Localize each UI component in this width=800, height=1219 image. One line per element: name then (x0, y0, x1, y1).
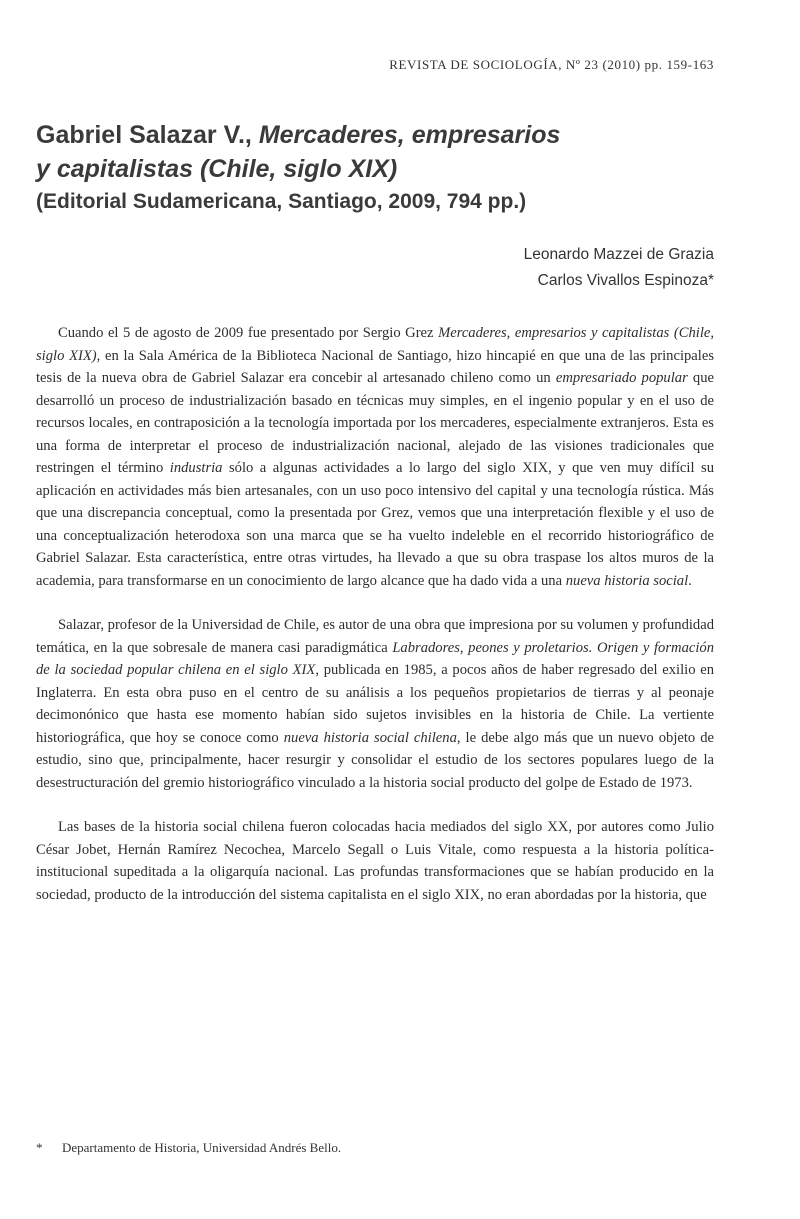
text-run: Salazar, profesor de la Universidad de Chile, es autor de una obra que impresiona por su volumen y profundidad temática, en la que sobresale de manera casi paradigmática (36, 617, 714, 656)
italic-text: Labradores, peones y proletarios. Origen y formación de la sociedad popular chilena en el siglo XIX (36, 639, 714, 678)
book-title-part2: y capitalistas (Chile, siglo XIX) (36, 155, 398, 183)
title-line-2 (36, 152, 726, 186)
review-title-block (36, 118, 726, 218)
text-run: , en la Sala América de la Biblioteca Nacional de Santiago, hizo hincapié en que una de las principales tesis de la nueva obra de Gabriel Salazar era concebir al artesanado chileno como un (36, 347, 714, 386)
footnote (36, 1140, 714, 1156)
text-run: que desarrolló un proceso de industrialización basado en técnicas muy simples, en el ingenio popular y en el uso de recursos locales, en contraposición a la tecnología importada por los mercaderes, especialmente extranjeros. Esta es una forma de interpretar el proceso de industrialización nacional, alejado de las visiones tradicionales que restringen el término (36, 370, 714, 476)
running-header: REVISTA DE SOCIOLOGÍA, Nº 23 (2010) pp. 159-163 (389, 57, 714, 72)
publication-info: (Editorial Sudamericana, Santiago, 2009, 794 pp.) (36, 190, 527, 213)
body-paragraph (36, 322, 714, 592)
text-run: Cuando el 5 de agosto de 2009 fue presentado por Sergio Grez (58, 325, 439, 341)
italic-text: nueva historia social (565, 572, 689, 589)
italic-text: empresariado popular (555, 370, 688, 386)
review-body (36, 322, 714, 906)
text-run: . (688, 572, 692, 589)
title-line-1 (36, 118, 726, 152)
book-title-part1: Mercaderes, empresarios (258, 121, 561, 149)
book-author: Gabriel Salazar V., (36, 121, 252, 149)
reviewer-list (524, 242, 714, 294)
italic-text: industria (169, 460, 223, 476)
text-run: sólo a algunas actividades a lo largo del siglo XIX, y que ven muy difícil su aplicación en actividades más bien artesanales, con un uso poco intensivo del capital y una tecnología rústica. Más que una discrepancia conceptual, como la presentada por Grez, vemos que una interpretación flexible y el uso de una conceptualización heterodoxa son una marca que se ha vuelto indeleble en el recorrido historiográfico de Gabriel Salazar. Esta característica, entre otras virtudes, ha llevado a que su obra traspase los altos muros de la academia, para transformarse en un conocimiento de largo alcance que ha dado vida a una (36, 460, 714, 589)
body-paragraph (36, 816, 714, 906)
text-run: , le debe algo más que un nuevo objeto de estudio, sino que, principalmente, hacer resurgir y consolidar el estudio de los sectores populares luego de la desestructuración del gremio historiográfico vinculado a la historia social producto del golpe de Estado de 1973. (36, 729, 714, 791)
reviewer-name: Carlos Vivallos Espinoza* (537, 272, 714, 289)
text-run: , publicada en 1985, a pocos años de haber regresado del exilio en Inglaterra. En esta obra puso en el centro de su análisis a los pequeños propietarios de tierras y al peonaje decimonónico que hasta ese momento habían sido sujetos invisibles en la historia de Chile. La vertiente historiográfica, que hoy se conoce como (36, 662, 714, 746)
reviewer-name: Leonardo Mazzei de Grazia (523, 246, 714, 263)
italic-text: Mercaderes, empresarios y capitalistas (Chile, siglo XIX) (36, 325, 715, 364)
footnote-text: Departamento de Historia, Universidad Andrés Bello. (62, 1140, 342, 1155)
footnote-mark: * (36, 1140, 43, 1155)
body-paragraph (36, 614, 714, 794)
italic-text: nueva historia social chilena (283, 729, 457, 746)
text-run: Las bases de la historia social chilena fueron colocadas hacia mediados del siglo XX, por autores como Julio César Jobet, Hernán Ramírez Necochea, Marcelo Segall o Luis Vitale, como respuesta a la historia política-institucional supeditada a la oligarquía nacional. Las profundas transformaciones que se habían producido en la sociedad, producto de la introducción del sistema capitalista en el siglo XIX, no eran abordadas por la historia, que (36, 819, 714, 903)
